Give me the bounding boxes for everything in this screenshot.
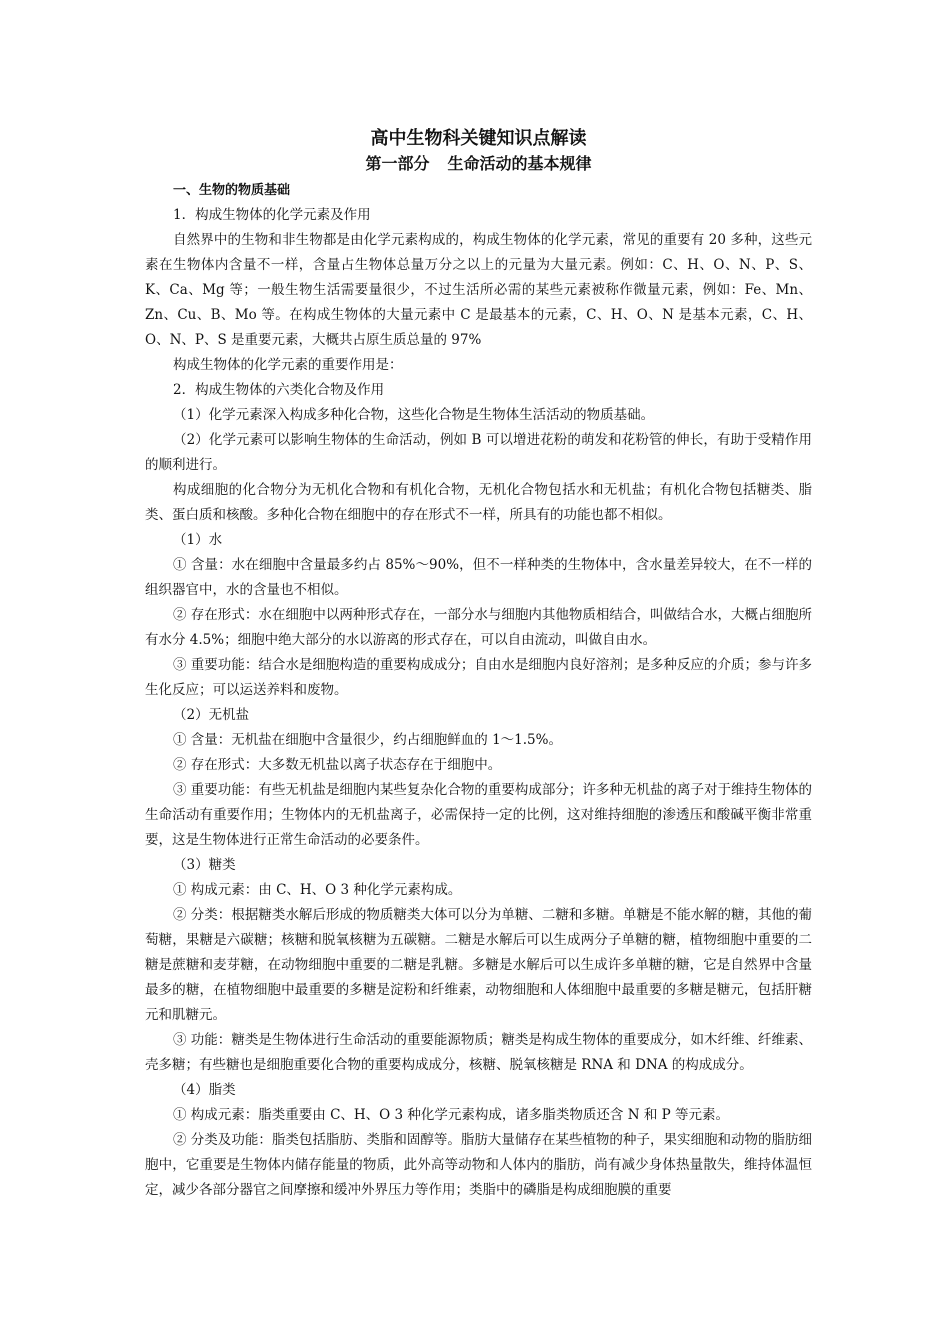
paragraph: 2．构成生物体的六类化合物及作用: [173, 382, 385, 398]
paragraph: ① 含量：水在细胞中含量最多约占 85%～90%，但不一样种类的生物体中，含水量差异较大，在不一样的组织器官中，水的含量也不相似。: [145, 557, 812, 598]
paragraph: ② 分类：根据糖类水解后形成的物质糖类大体可以分为单糖、二糖和多糖。单糖是不能水解的糖，其他的葡萄糖，果糖是六碳糖；核糖和脱氧核糖为五碳糖。二糖是水解后可以生成两分子单糖的糖，植物细胞中重要的二糖是蔗糖和麦芽糖，在动物细胞中重要的二糖是乳糖。多糖是水解后可以生成许多单糖的糖，它是自然界中含量最多的糖，在植物细胞中最重要的多糖是淀粉和纤维素，动物细胞和人体细胞中最重要的多糖是糖元，包括肝糖元和肌糖元。: [145, 907, 812, 1023]
paragraph: （1）水: [173, 532, 223, 548]
paragraph: （3）糖类: [173, 857, 236, 873]
paragraph: ③ 重要功能：结合水是细胞构造的重要构成成分；自由水是细胞内良好溶剂；是多种反应的介质；参与许多生化反应；可以运送养料和废物。: [145, 657, 812, 698]
part-label: 第一部分: [365, 154, 430, 173]
paragraph: 1．构成生物体的化学元素及作用: [173, 207, 371, 223]
paragraph: （2）无机盐: [173, 707, 250, 723]
document-page: [145, 120, 812, 1203]
paragraph: ③ 重要功能：有些无机盐是细胞内某些复杂化合物的重要构成部分；许多种无机盐的离子对于维持生物体的生命活动有重要作用；生物体内的无机盐离子，必需保持一定的比例，这对维持细胞的渗透压和酸碱平衡非常重要，这是生物体进行正常生命活动的必要条件。: [145, 782, 812, 848]
paragraph: 自然界中的生物和非生物都是由化学元素构成的，构成生物体的化学元素，常见的重要有 20 多种，这些元素在生物体内含量不一样，含量占生物体总量万分之以上的元量为大量元素。例如：C、H、O、N、P、S、K、Ca、Mg 等；一般生物生活需要量很少，不过生活所必需的某些元素被称作微量元素，例如：Fe、Mn、Zn、Cu、B、Mo 等。在构成生物体的大量元素中 C 是最基本的元素，C、H、O、N 是基本元素，C、H、O、N、P、S 是重要元素，大概共占原生质总量的 97%: [145, 232, 812, 348]
paragraph: ② 存在形式：大多数无机盐以离子状态存在于细胞中。: [173, 757, 502, 773]
part-heading: [145, 152, 812, 176]
paragraph: （4）脂类: [173, 1082, 236, 1098]
paragraph: ① 构成元素：脂类重要由 C、H、O 3 种化学元素构成，诸多脂类物质还含 N 和 P 等元素。: [173, 1107, 729, 1123]
paragraph: 构成生物体的化学元素的重要作用是：: [173, 357, 403, 373]
section-heading: 一、生物的物质基础: [173, 183, 291, 198]
document-title: 高中生物科关键知识点解读: [370, 128, 587, 149]
part-name: 生命活动的基本规律: [447, 154, 592, 173]
paragraph: ② 分类及功能：脂类包括脂肪、类脂和固醇等。脂肪大量储存在某些植物的种子，果实细胞和动物的脂肪细胞中，它重要是生物体内储存能量的物质，此外高等动物和人体内的脂肪，尚有减少身体热量散失，维持体温恒定，减少各部分器官之间摩擦和缓冲外界压力等作用；类脂中的磷脂是构成细胞膜的重要: [145, 1132, 812, 1198]
paragraph: （1）化学元素深入构成多种化合物，这些化合物是生物体生活活动的物质基础。: [173, 407, 655, 423]
paragraph: ① 含量：无机盐在细胞中含量很少，约占细胞鲜血的 1～1.5%。: [173, 732, 562, 748]
paragraph: ② 存在形式：水在细胞中以两种形式存在，一部分水与细胞内其他物质相结合，叫做结合水，大概占细胞所有水分 4.5%；细胞中绝大部分的水以游离的形式存在，可以自由流动，叫做自由水。: [145, 607, 812, 648]
paragraph: ① 构成元素：由 C、H、O 3 种化学元素构成。: [173, 882, 462, 898]
paragraph: ③ 功能：糖类是生物体进行生命活动的重要能源物质；糖类是构成生物体的重要成分，如木纤维、纤维素、壳多糖；有些糖也是细胞重要化合物的重要构成成分，核糖、脱氧核糖是 RNA 和 DNA 的构成成分。: [145, 1032, 812, 1073]
paragraph: （2）化学元素可以影响生物体的生命活动，例如 B 可以增进花粉的萌发和花粉管的伸长，有助于受精作用的顺利进行。: [145, 432, 812, 473]
paragraph: 构成细胞的化合物分为无机化合物和有机化合物，无机化合物包括水和无机盐；有机化合物包括糖类、脂类、蛋白质和核酸。多种化合物在细胞中的存在形式不一样，所具有的功能也都不相似。: [145, 482, 812, 523]
